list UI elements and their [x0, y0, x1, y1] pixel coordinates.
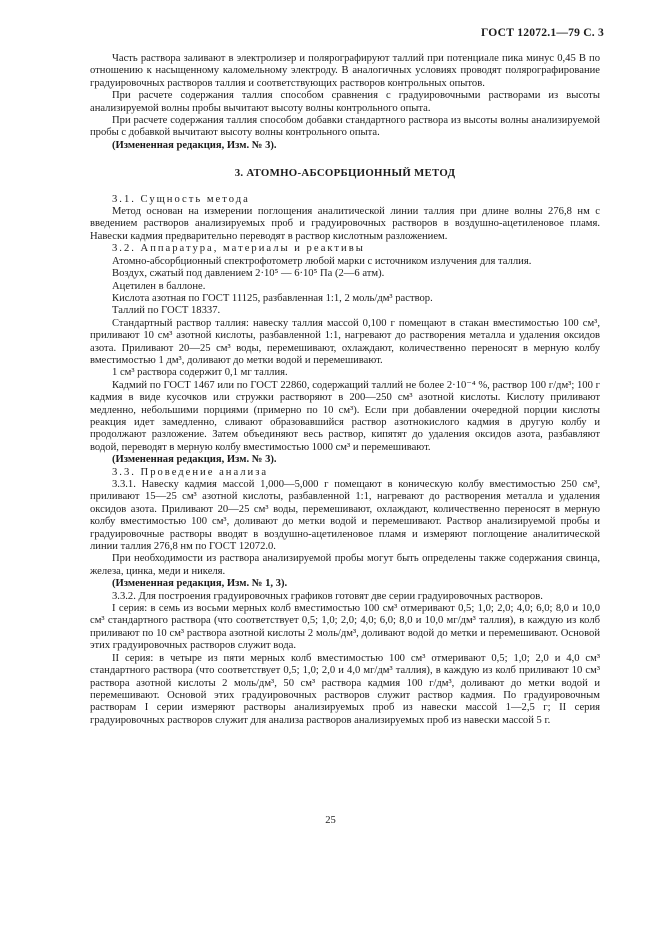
page-header: ГОСТ 12072.1—79 С. 3 [481, 26, 604, 39]
paragraph: Часть раствора заливают в электролизер и полярографируют таллий при потенциале пика минус 0,45 В по отношению к насыщенному каломельному электроду. В аналогичных условиях проводят полярографирование градуировочных растворов таллия и соответствующих растворов контрольных опытов. [90, 53, 600, 89]
paragraph: При необходимости из раствора анализируемой пробы могут быть определены также содержания свинца, железа, цинка, меди и никеля. [90, 553, 600, 577]
paragraph: 3.3.1. Навеску кадмия массой 1,000—5,000 г помещают в коническую колбу вместимостью 250 см³, приливают 15—25 см³ азотной кислоты, разбавленной 1:1, нагревают до растворения металла и удаления оксидов азота. Приливают 20—25 см³ воды, перемешивают, охлаждают, количественно переносят в мерную колбу вместимостью 100 см³, доливают до метки водой и перемешивают. Раствор анализируемой пробы и градуировочные растворы вводят в воздушно-ацетиленовое пламя и измеряют поглощение аналитической линии таллия 276,8 нм по ГОСТ 12072.0. [90, 479, 600, 553]
paragraph: При расчете содержания таллия способом сравнения с градуировочными растворами из высоты анализируемой волны пробы вычитают высоту волны контрольного опыта. [90, 90, 600, 114]
document-body [90, 53, 600, 727]
paragraph: Кадмий по ГОСТ 1467 или по ГОСТ 22860, содержащий таллий не более 2·10⁻⁴ %, раствор 100 г/дм³; 100 г кадмия в виде кусочков или стружки растворяют в 200—250 см³ азотной кислоты. Кислоту приливают медленно, небольшими порциями (примерно по 10 см³). Если при добавлении очередной порции кислоты реакция идет замедленно, сливают образовавшийся раствор азотнокислого кадмия в другую колбу и продолжают разложение. Затем объединяют весь раствор, кипятят до удаления оксидов азота, разбавляют водой, переводят в мерную колбу вместимостью 1000 см³ и перемешивают. [90, 379, 600, 453]
list-item: Кислота азотная по ГОСТ 11125, разбавленная 1:1, 2 моль/дм³ раствор. [112, 292, 433, 304]
paragraph: 3.3.2. Для построения градуировочных графиков готовят две серии градуировочных растворов. [112, 590, 543, 602]
paragraph: Метод основан на измерении поглощения аналитической линии таллия при длине волны 276,8 нм с введением растворов анализируемых проб и градуировочных растворов в воздушно-ацетиленовое пламя. Навески кадмия предварительно переводят в раствор кислотным разложением. [90, 206, 600, 242]
revision-note: (Измененная редакция, Изм. № 3). [112, 454, 277, 466]
subsection-heading: 3.2. Аппаратура, материалы и реактивы [112, 243, 365, 255]
list-item: Воздух, сжатый под давлением 2·10⁵ — 6·10⁵ Па (2—6 атм). [112, 268, 385, 280]
revision-note: (Измененная редакция, Изм. № 1, 3). [112, 578, 288, 590]
list-item: Атомно-абсорбционный спектрофотометр любой марки с источником излучения для таллия. [112, 255, 532, 267]
page-number: 25 [325, 815, 336, 826]
list-item: Таллий по ГОСТ 18337. [112, 305, 221, 317]
paragraph: Стандартный раствор таллия: навеску таллия массой 0,100 г помещают в стакан вместимостью 100 см³, приливают 10 см³ азотной кислоты, разбавленной 1:1, нагревают до растворения металла и удаления оксидов азота. Приливают 20—25 см³ воды, перемешивают, охлаждают, количественно переносят в мерную колбу вместимостью 1 дм³, доливают до метки водой и перемешивают. [90, 317, 600, 366]
paragraph: При расчете содержания таллия способом добавки стандартного раствора из высоты волны анализируемой пробы с добавкой вычитают высоту волны контрольного опыта. [90, 115, 600, 139]
paragraph: I серия: в семь из восьми мерных колб вместимостью 100 см³ отмеривают 0,5; 1,0; 2,0; 4,0; 6,0; 8,0 и 10,0 см³ стандартного раствора (что соответствует 0,5; 1,0; 2,0; 4,0; 6,0; 8,0 и 10,0 мг/дм³ таллия), в каждую из колб приливают по 10 см³ раствора азотной кислоты 2 моль/дм³, доливают водой до метки и перемешивают. Основой этих градуировочных растворов служит вода. [90, 603, 600, 652]
revision-note: (Измененная редакция, Изм. № 3). [112, 139, 277, 151]
list-item: Ацетилен в баллоне. [112, 280, 206, 292]
paragraph: 1 см³ раствора содержит 0,1 мг таллия. [112, 367, 288, 379]
section-heading: 3. АТОМНО-АБСОРБЦИОННЫЙ МЕТОД [234, 167, 456, 180]
subsection-heading: 3.1. Сущность метода [112, 193, 250, 205]
subsection-heading: 3.3. Проведение анализа [112, 466, 269, 478]
paragraph: II серия: в четыре из пяти мерных колб вместимостью 100 см³ отмеривают 0,5; 1,0; 2,0 и 4,0 см³ стандартного раствора (что соответствует 0,5; 1,0; 2,0 и 4,0 мг/дм³ таллия), в каждую из колб приливают 10 см³ раствора азотной кислоты 2 моль/дм³, 50 см³ раствора кадмия 100 г/дм³, доливают до метки водой и перемешивают. Основой этих градуировочных растворов служит раствор кадмия. По градуировочным растворам I серии измеряют растворы анализируемых проб из навески массой 1—2,5 г; II серия градуировочных растворов служит для анализа растворов анализируемых проб из навески массой 5 г. [90, 652, 600, 726]
